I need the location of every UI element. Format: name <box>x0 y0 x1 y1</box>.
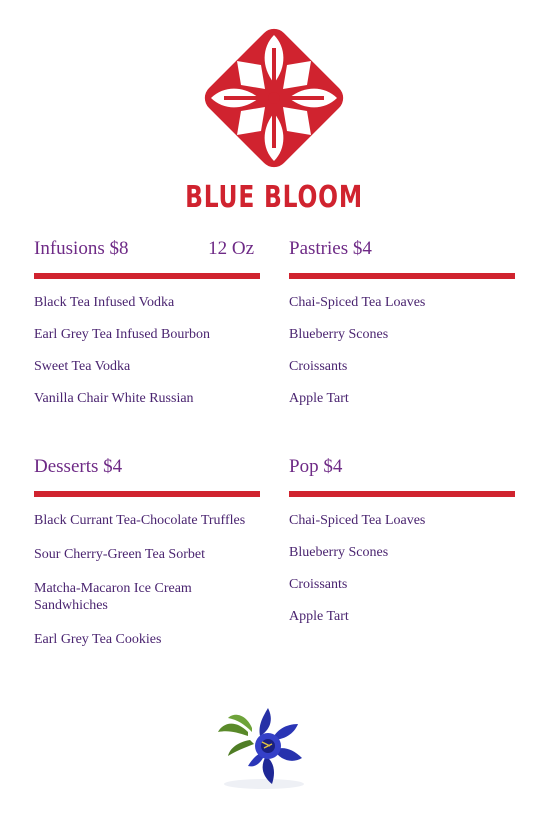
brand-logo-icon <box>199 23 349 173</box>
menu-item: Apple Tart <box>289 609 349 624</box>
menu-item: Black Tea Infused Vodka <box>34 295 175 310</box>
menu-item: Chai-Spiced Tea Loaves <box>289 295 426 310</box>
menu-item: Sweet Tea Vodka <box>34 359 131 374</box>
menu-item: Earl Grey Tea Cookies <box>34 632 162 647</box>
menu-item: Croissants <box>289 359 348 374</box>
menu-item: Apple Tart <box>289 391 349 406</box>
menu-item: Blueberry Scones <box>289 545 389 560</box>
section-title: Desserts $4 <box>34 456 123 477</box>
section-title: Pop $4 <box>289 456 343 477</box>
menu-item: Matcha-Macaron Ice Cream Sandwhiches <box>34 581 192 613</box>
menu-section-desserts <box>34 456 260 648</box>
menu-section-infusions <box>34 238 260 407</box>
menu-item: Sour Cherry-Green Tea Sorbet <box>34 547 205 562</box>
menu-item: Earl Grey Tea Infused Bourbon <box>34 327 211 342</box>
menu-item: Chai-Spiced Tea Loaves <box>289 513 426 528</box>
section-title: Pastries $4 <box>289 238 372 259</box>
section-divider <box>289 273 515 279</box>
menu-item: Vanilla Chair White Russian <box>34 391 194 406</box>
blue-flower-icon <box>212 702 312 792</box>
section-title: Infusions $8 <box>34 238 129 259</box>
menu-item: Black Currant Tea-Chocolate Truffles <box>34 513 246 528</box>
section-divider <box>34 491 260 497</box>
section-divider <box>289 491 515 497</box>
section-serving-size: 12 Oz <box>208 238 254 259</box>
brand-name: BLUE BLOOM <box>185 180 363 215</box>
menu-item: Blueberry Scones <box>289 327 389 342</box>
menu-item: Croissants <box>289 577 348 592</box>
menu-section-pastries <box>289 238 515 407</box>
section-divider <box>34 273 260 279</box>
menu-section-pop <box>289 456 515 625</box>
